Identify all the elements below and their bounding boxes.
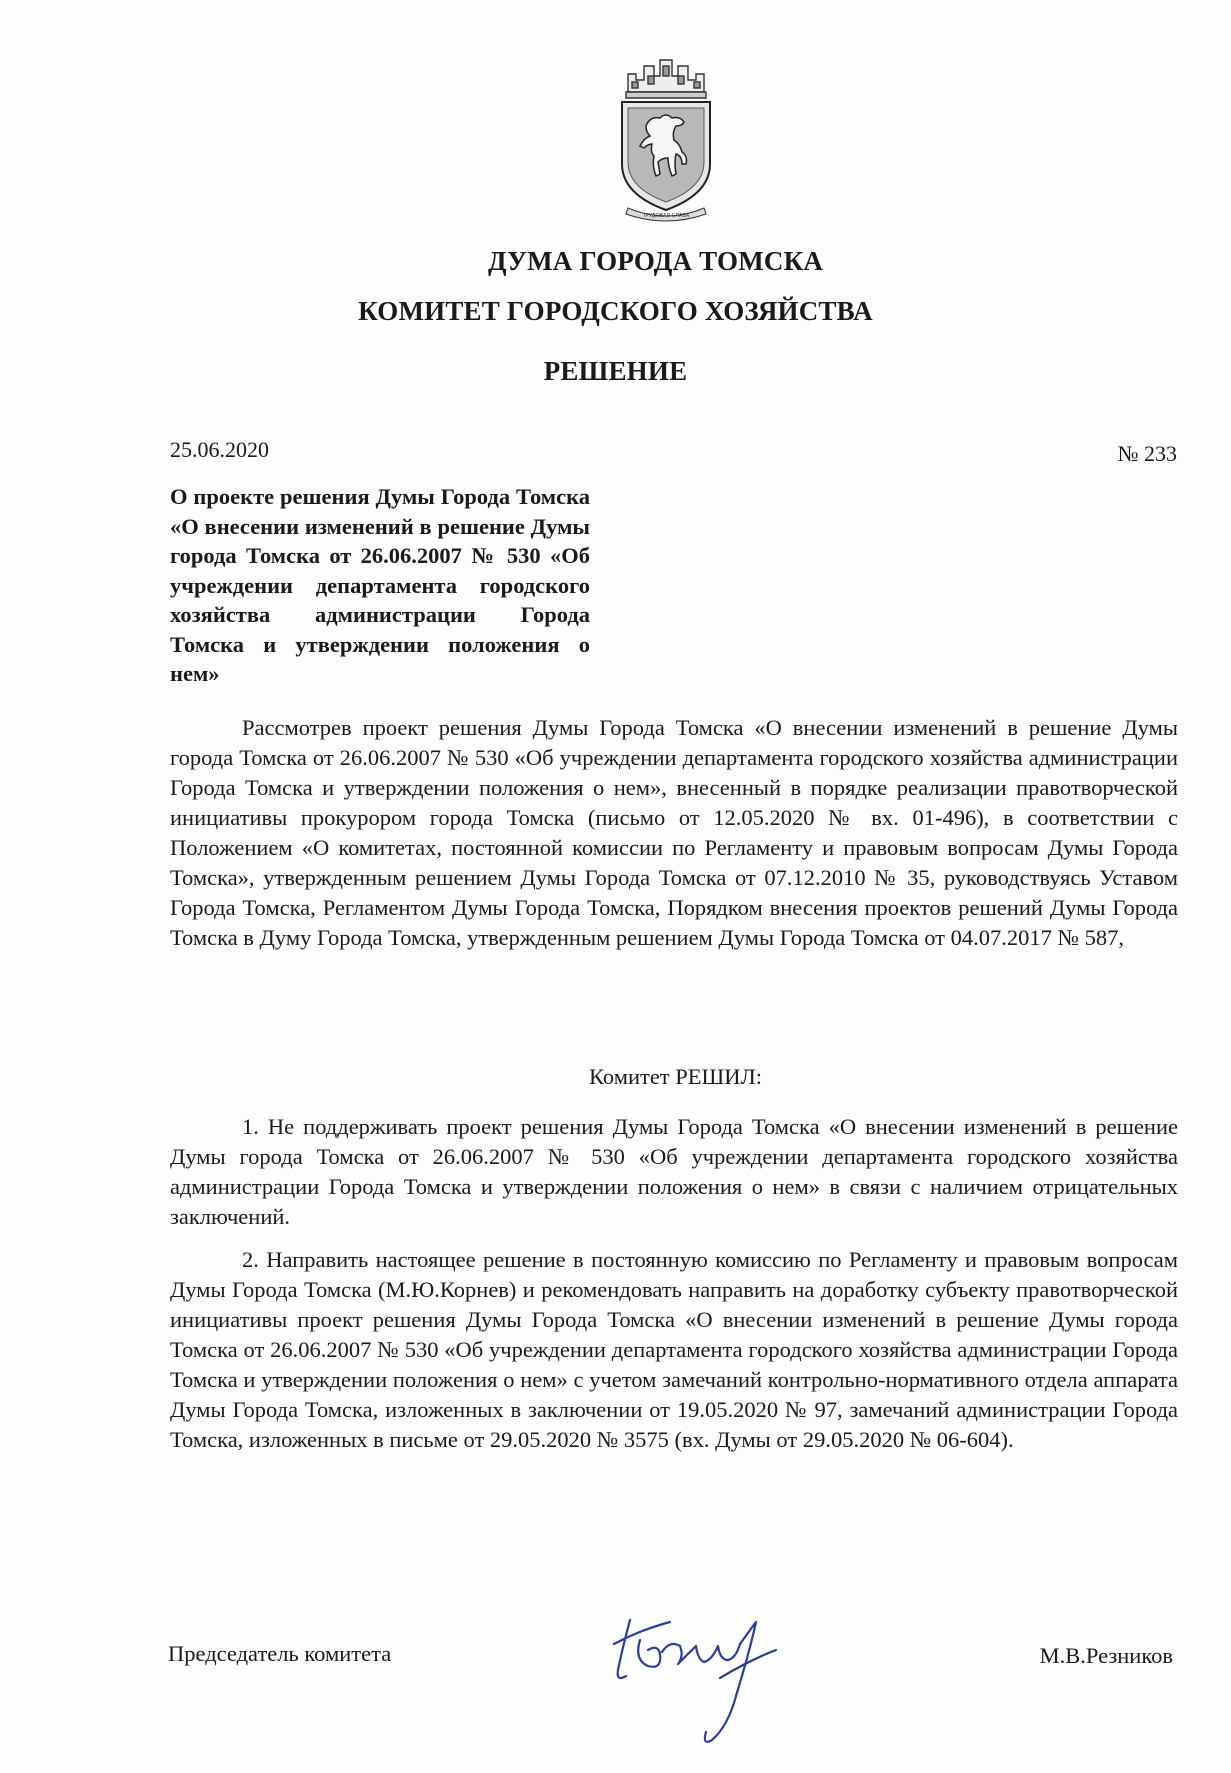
document-subject: О проекте решения Думы Города Томска «О внесении изменений в решение Думы города Томска от 26.06.2007 № 530 «Об учреждении департамента городского хозяйства администрации Города Томска и утверждении положения о нем» — [170, 484, 590, 686]
document-number: № 233 — [1117, 441, 1177, 466]
resolution-item: 1. Не поддерживать проект решения Думы Города Томска «О внесении изменений в решение Думы города Томска от 26.06.2007 № 530 «Об учреждении департамента городского хозяйства администрации Города Томска и утверждении положения о нем» в связи с наличием отрицательных заключений. — [170, 1114, 1178, 1229]
signatory-role: Председатель комитета — [168, 1641, 392, 1666]
handwritten-signature-icon — [600, 1600, 820, 1750]
document-type-title: РЕШЕНИЕ — [543, 356, 688, 386]
tomsk-coat-of-arms-icon — [610, 52, 722, 222]
resolved-heading: Комитет РЕШИЛ: — [589, 1064, 762, 1089]
preamble-paragraph: Рассмотрев проект решения Думы Города Томска «О внесении изменений в решение Думы города Томска от 26.06.2007 № 530 «Об учреждении департамента городского хозяйства администрации Города Томска и утверждении положения о нем», внесенный в порядке реализации правотворческой инициативы прокурором города Томска (письмо от 12.05.2020 № вх. 01-496), в соответствии с Положением «О комитетах, постоянной комиссии по Регламенту и правовым вопросам Думы Города Томска», утвержденным решением Думы Города Томска от 07.12.2010 № 35, руководствуясь Уставом Города Томска, Регламентом Думы Города Томска, Порядком внесения проектов решений Думы Города Томска в Думу Города Томска, утвержденным решением Думы Города Томска от 04.07.2017 № 587, — [170, 715, 1178, 950]
signatory-name: М.В.Резников — [1039, 1643, 1173, 1668]
svg-text:ТРУДОВАЯ СЛАВА: ТРУДОВАЯ СЛАВА — [642, 213, 690, 219]
document-date: 25.06.2020 — [170, 437, 269, 462]
organization-title: ДУМА ГОРОДА ТОМСКА — [488, 246, 824, 276]
committee-title: КОМИТЕТ ГОРОДСКОГО ХОЗЯЙСТВА — [358, 296, 873, 326]
resolution-item: 2. Направить настоящее решение в постоянную комиссию по Регламенту и правовым вопросам Думы Города Томска (М.Ю.Корнев) и рекомендовать направить на доработку субъекту правотворческой инициативы проект решения Думы Города Томска «О внесении изменений в решение Думы города Томска от 26.06.2007 № 530 «Об учреждении департамента городского хозяйства администрации Города Томска и утверждении положения о нем» с учетом замечаний контрольно-нормативного отдела аппарата Думы Города Томска, изложенных в заключении от 19.05.2020 № 97, замечаний администрации Города Томска, изложенных в письме от 29.05.2020 № 3575 (вх. Думы от 29.05.2020 № 06-604). — [170, 1247, 1178, 1452]
